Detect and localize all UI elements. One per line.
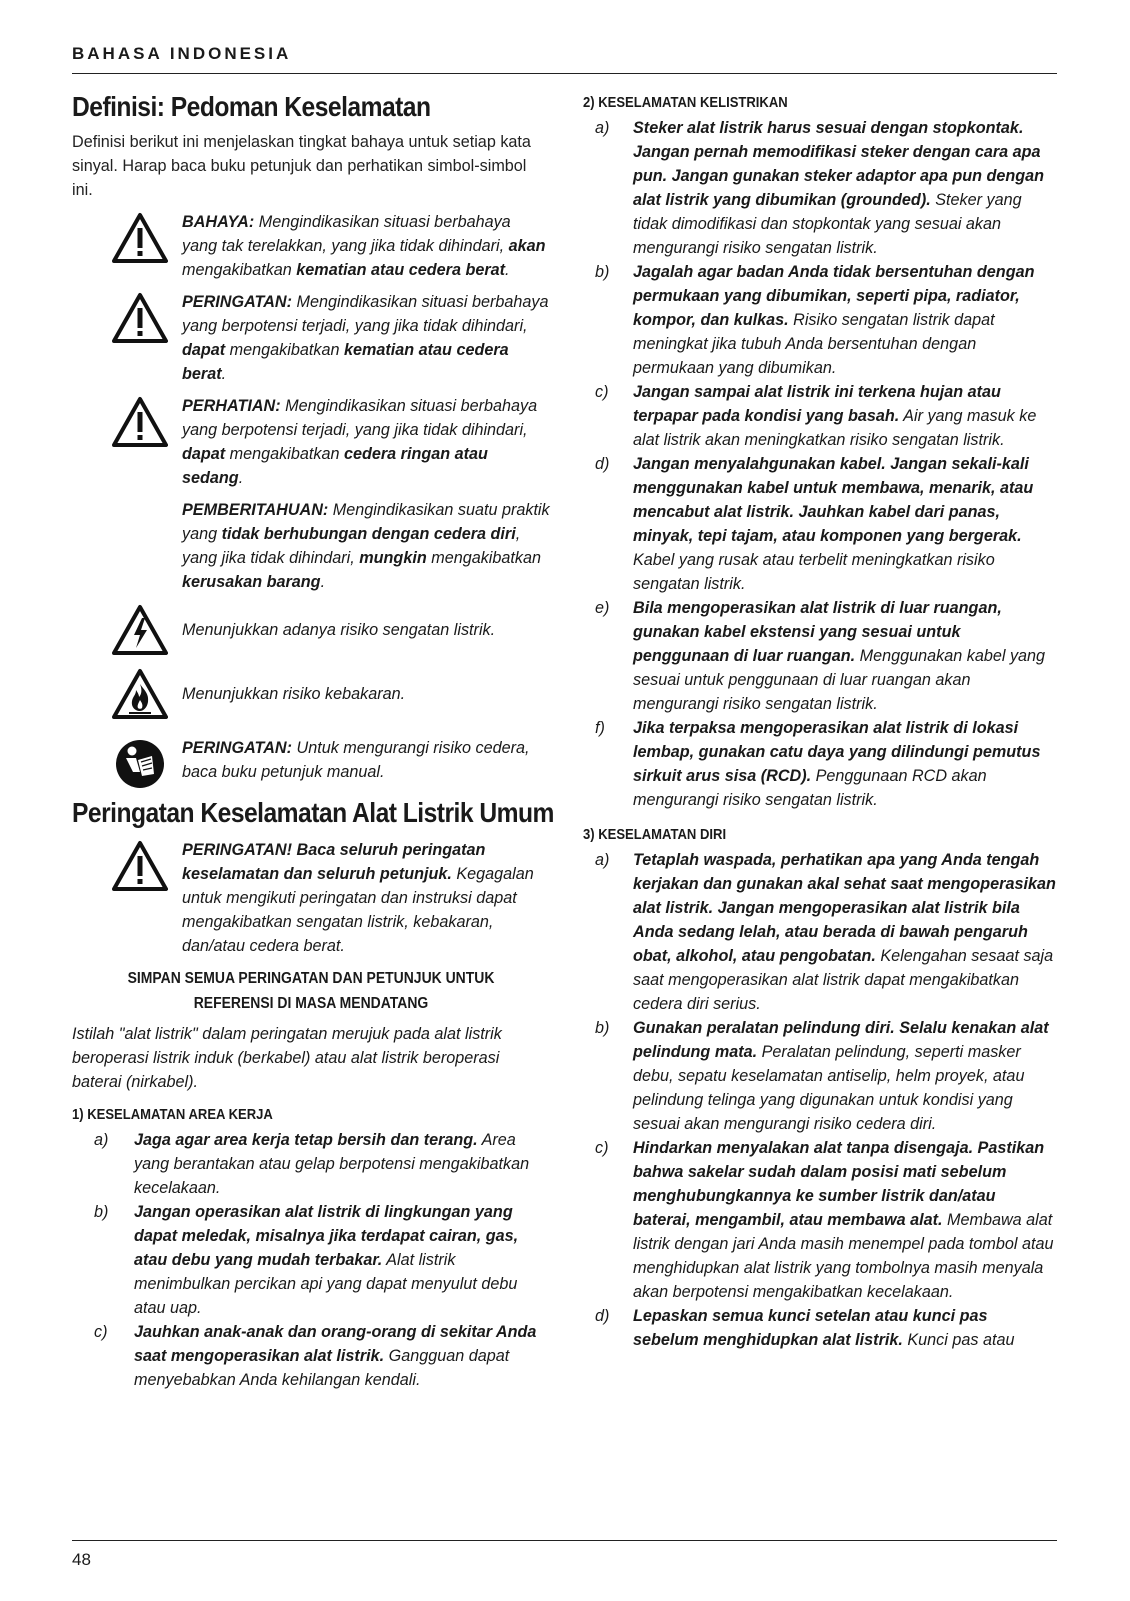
list-item-label: a) — [595, 851, 610, 869]
list-item — [583, 716, 1057, 812]
danger-definition — [72, 210, 550, 282]
section-personal-safety-title: 3) KESELAMATAN DIRI — [583, 827, 727, 843]
list-item-emphasis: Jika terpaksa mengoperasikan alat listrik di lokasi lembap, gunakan catu daya yang dilindungi pemutus sirkuit arus sisa (RCD). — [633, 719, 1041, 785]
danger-text: . — [505, 261, 510, 279]
list-item-label: c) — [595, 383, 609, 401]
list-item-label: e) — [595, 599, 610, 617]
list-item-emphasis: Bila mengoperasikan alat listrik di luar ruangan, gunakan kabel ekstensi yang sesuai untuk penggunaan di luar ruangan. — [633, 599, 1002, 665]
notice-emphasis: kerusakan barang — [182, 573, 321, 591]
notice-emphasis: tidak berhubungan dengan cedera diri — [221, 525, 516, 543]
list-item-emphasis: Jangan operasikan alat listrik di lingkungan yang dapat meledak, misalnya jika terdapat cairan, gas, atau debu yang mudah terbakar. — [134, 1203, 519, 1269]
list-item — [583, 116, 1057, 260]
header-divider — [72, 73, 1057, 74]
power-tool-term-note: Istilah "alat listrik" dalam peringatan merujuk pada alat listrik beroperasi listrik induk (berkabel) atau alat listrik beroperasi baterai (nirkabel). — [72, 1025, 502, 1091]
caution-text: mengakibatkan — [225, 445, 344, 463]
left-column — [72, 86, 554, 1392]
list-item-label: a) — [595, 119, 610, 137]
manual-warning-label: PERINGATAN: — [182, 739, 293, 757]
list-item-label: b) — [94, 1203, 109, 1221]
caution-definition — [72, 394, 550, 490]
list-item-text: Kabel yang rusak atau terbelit meningkatkan risiko sengatan listrik. — [633, 551, 995, 593]
list-item-text: Membawa alat listrik dengan jari Anda masih menempel pada tombol atau menghidupkan alat listrik yang tombolnya masih menyala akan berpotensi mengakibatkan kecelakaan. — [633, 1211, 1054, 1301]
definitions-intro: Definisi berikut ini menjelaskan tingkat bahaya untuk setiap kata sinyal. Harap baca buku petunjuk dan perhatikan simbol-simbol ini. — [72, 133, 531, 199]
fire-risk-symbol-row — [72, 666, 550, 722]
list-item-label: b) — [595, 1019, 610, 1037]
warning-emphasis: dapat — [182, 341, 226, 359]
list-item-text: Risiko sengatan listrik dapat meningkat jika tubuh Anda bersentuhan dengan permukaan yang dibumikan. — [633, 311, 995, 377]
warning-text: mengakibatkan — [225, 341, 344, 359]
save-heading-line: SIMPAN SEMUA PERINGATAN DAN PETUNJUK UNTUK — [127, 970, 495, 987]
electric-risk-text: Menunjukkan adanya risiko sengatan listrik. — [182, 621, 496, 639]
list-item-label: d) — [595, 1307, 610, 1325]
danger-emphasis: akan — [508, 237, 546, 255]
general-warning-text: Kegagalan untuk mengikuti peringatan dan instruksi dapat mengakibatkan sengatan listrik, kebakaran, dan/atau cedera berat. — [182, 865, 534, 955]
read-manual-icon — [112, 738, 168, 790]
list-item — [72, 1320, 550, 1392]
list-item — [72, 1128, 550, 1200]
section-work-area-title: 1) KESELAMATAN AREA KERJA — [72, 1107, 273, 1123]
caution-label: PERHATIAN: — [182, 397, 281, 415]
warning-triangle-icon — [112, 396, 168, 448]
list-item-text: Alat listrik menimbulkan percikan api yang dapat menyulut debu atau uap. — [134, 1251, 518, 1317]
electric-shock-icon — [112, 604, 168, 656]
list-item-text: Menggunakan kabel yang sesuai untuk penggunaan di luar ruangan akan mengurangi risiko sengatan listrik. — [633, 647, 1046, 713]
danger-label: BAHAYA: — [182, 213, 255, 231]
manual-warning-row — [72, 736, 550, 784]
list-item-text: Gangguan dapat menyebabkan Anda kehilangan kendali. — [134, 1347, 510, 1389]
list-item-text: Kelengahan sesaat saja saat mengoperasikan alat listrik dapat mengakibatkan cedera diri serius. — [633, 947, 1054, 1013]
list-item — [583, 848, 1057, 1016]
fire-hazard-icon — [112, 668, 168, 720]
list-item-emphasis: Jaga agar area kerja tetap bersih dan terang. — [134, 1131, 478, 1149]
list-item-text: Kunci pas atau — [902, 1331, 1015, 1349]
list-item-label: c) — [94, 1323, 108, 1341]
list-item — [583, 1016, 1057, 1136]
list-item — [583, 1304, 1057, 1352]
manual-warning-text: Untuk mengurangi risiko cedera, baca buku petunjuk manual. — [182, 739, 530, 781]
list-item — [583, 260, 1057, 380]
warning-emphasis: kematian atau cedera berat — [182, 341, 509, 383]
general-warning-emphasis: PERINGATAN! Baca seluruh peringatan keselamatan dan seluruh petunjuk. — [182, 841, 486, 883]
notice-text: , yang jika tidak dihindari, — [182, 525, 521, 567]
list-item-text: Air yang masuk ke alat listrik akan meningkatkan risiko sengatan listrik. — [633, 407, 1037, 449]
list-item-label: c) — [595, 1139, 609, 1157]
warning-triangle-icon — [112, 292, 168, 344]
list-item-text: Penggunaan RCD akan mengurangi risiko sengatan listrik. — [633, 767, 987, 809]
caution-emphasis: cedera ringan atau sedang — [182, 445, 488, 487]
fire-risk-text: Menunjukkan risiko kebakaran. — [182, 685, 406, 703]
notice-label: PEMBERITAHUAN: — [182, 501, 329, 519]
list-item-text: Steker yang tidak dimodifikasi dan stopkontak yang sesuai akan mengurangi risiko sengatan listrik. — [633, 191, 1022, 257]
notice-text: Mengindikasikan suatu praktik yang — [182, 501, 550, 543]
caution-emphasis: dapat — [182, 445, 226, 463]
caution-text: Mengindikasikan situasi berbahaya yang berpotensi terjadi, yang jika tidak dihindari, — [182, 397, 538, 439]
list-item-emphasis: Hindarkan menyalakan alat tanpa disengaja. Pastikan bahwa sakelar sudah dalam posisi mati sebelum menghubungkannya ke sumber listrik dan/atau baterai, mengambil, atau membawa alat. — [633, 1139, 1045, 1229]
save-instructions-heading — [96, 966, 526, 1016]
list-item-emphasis: Gunakan peralatan pelindung diri. Selalu kenakan alat pelindung mata. — [633, 1019, 1049, 1061]
list-item-emphasis: Lepaskan semua kunci setelan atau kunci pas sebelum menghidupkan alat listrik. — [633, 1307, 988, 1349]
list-item-emphasis: Steker alat listrik harus sesuai dengan stopkontak. Jangan pernah memodifikasi steker dengan cara apa pun. Jangan gunakan steker adaptor apa pun dengan alat listrik yang dibumikan (grounded). — [633, 119, 1045, 209]
warning-triangle-icon — [112, 840, 168, 892]
list-item — [583, 380, 1057, 452]
danger-text: mengakibatkan — [182, 261, 297, 279]
notice-text: . — [320, 573, 326, 591]
list-item-label: a) — [94, 1131, 109, 1149]
page-number: 48 — [72, 1550, 91, 1569]
page-language-header: BAHASA INDONESIA — [72, 44, 292, 63]
warning-definition — [72, 290, 550, 386]
list-item-emphasis: Jauhkan anak-anak dan orang-orang di sekitar Anda saat mengoperasikan alat listrik. — [134, 1323, 537, 1365]
general-safety-title: Peringatan Keselamatan Alat Listrik Umum — [72, 797, 554, 828]
list-item-emphasis: Jangan sampai alat listrik ini terkena hujan atau terpapar pada kondisi yang basah. — [633, 383, 1001, 425]
definitions-title: Definisi: Pedoman Keselamatan — [72, 91, 431, 122]
right-column — [583, 92, 1057, 1352]
warning-triangle-icon — [112, 212, 168, 264]
list-item-text: Area yang berantakan atau gelap berpotensi mengakibatkan kecelakaan. — [134, 1131, 530, 1197]
footer-divider — [72, 1540, 1057, 1541]
danger-emphasis: kematian atau cedera berat — [296, 261, 506, 279]
warning-text: Mengindikasikan situasi berbahaya yang berpotensi terjadi, yang jika tidak dihindari, — [182, 293, 549, 335]
list-item-emphasis: Tetaplah waspada, perhatikan apa yang Anda tengah kerjakan dan gunakan akal sehat saat mengoperasikan alat listrik. Jangan mengoperasikan alat listrik bila Anda sedang lelah, atau berada di bawah pengaruh obat, alkohol, atau pengobatan. — [633, 851, 1056, 965]
general-warning — [72, 838, 550, 958]
notice-text: mengakibatkan — [426, 549, 542, 567]
notice-definition — [72, 498, 550, 594]
danger-text: Mengindikasikan situasi berbahaya yang tak terelakkan, yang jika tidak dihindari, — [182, 213, 511, 255]
warning-text: . — [221, 365, 227, 383]
notice-emphasis: mungkin — [359, 549, 427, 567]
list-item-text: Peralatan pelindung, seperti masker debu, sepatu keselamatan antiselip, helm proyek, atau pelindung telinga yang digunakan untuk kondisi yang sesuai akan mengurangi risiko cedera diri. — [633, 1043, 1025, 1133]
warning-label: PERINGATAN: — [182, 293, 293, 311]
save-heading-line: REFERENSI DI MASA MENDATANG — [193, 995, 429, 1012]
list-item — [583, 596, 1057, 716]
caution-text: . — [238, 469, 244, 487]
list-item-label: f) — [595, 719, 605, 737]
list-item-emphasis: Jagalah agar badan Anda tidak bersentuhan dengan permukaan yang dibumikan, seperti pipa, radiator, kompor, dan kulkas. — [633, 263, 1035, 329]
list-item — [72, 1200, 550, 1320]
electric-risk-symbol-row — [72, 602, 550, 658]
list-item — [583, 1136, 1057, 1304]
list-item — [583, 452, 1057, 596]
list-item-emphasis: Jangan menyalahgunakan kabel. Jangan sekali-kali menggunakan kabel untuk membawa, menarik, atau mencabut alat listrik. Jauhkan kabel dari panas, minyak, tepi tajam, atau komponen yang bergerak. — [633, 455, 1034, 545]
list-item-label: b) — [595, 263, 610, 281]
section-electrical-title: 2) KESELAMATAN KELISTRIKAN — [583, 95, 788, 111]
list-item-label: d) — [595, 455, 610, 473]
